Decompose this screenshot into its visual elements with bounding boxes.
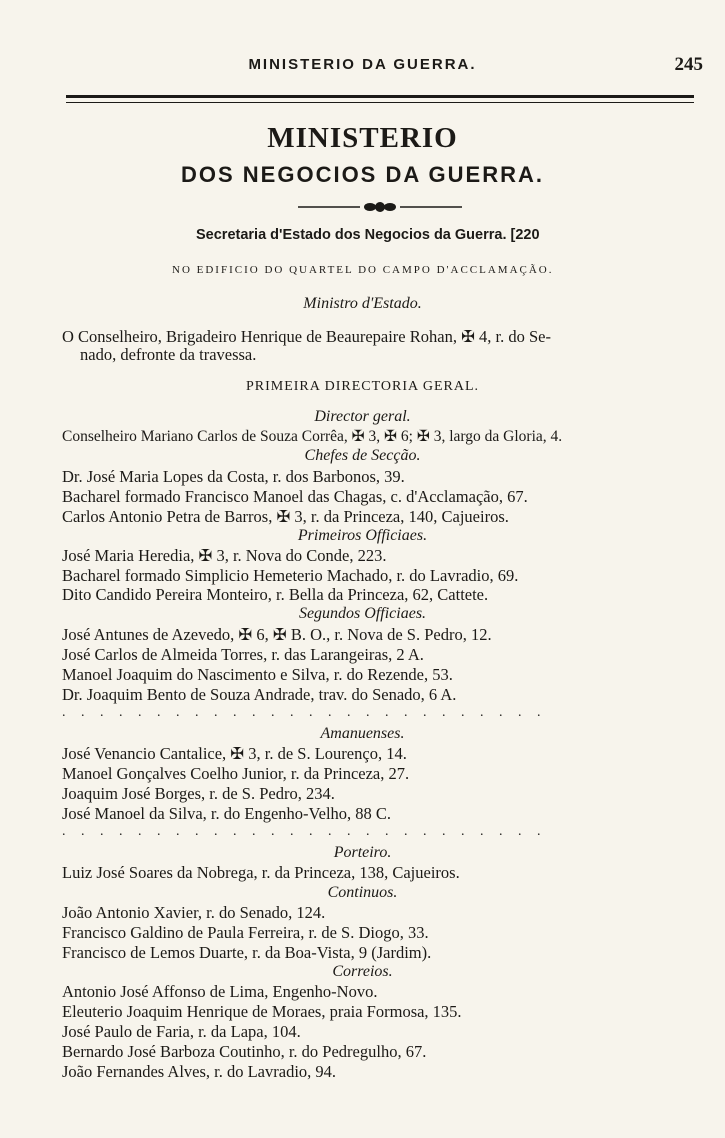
directoria-heading: PRIMEIRA DIRECTORIA GERAL. — [245, 379, 480, 394]
correios-line-1: Antonio José Affonso de Lima, Engenho-Novo. — [62, 982, 378, 1001]
location-line: NO EDIFICIO DO QUARTEL DO CAMPO D'ACCLAMAÇÃO. — [172, 264, 554, 276]
correios-line-3: José Paulo de Faria, r. da Lapa, 104. — [62, 1022, 301, 1041]
chefes-line-3: Carlos Antonio Petra de Barros, ✠ 3, r. da Princeza, 140, Cajueiros. — [62, 507, 509, 526]
correios-line-5: João Fernandes Alves, r. do Lavradio, 94. — [62, 1062, 337, 1081]
dot-leader-1: . . . . . . . . . . . . . . . . . . . . . . . . . . — [62, 705, 547, 720]
continuos-line-1: João Antonio Xavier, r. do Senado, 124. — [62, 903, 326, 922]
segundos-line-3: Manoel Joaquim do Nascimento e Silva, r. do Rezende, 53. — [62, 665, 453, 684]
section-subtitle: DOS NEGOCIOS DA GUERRA. — [181, 162, 544, 187]
chefes-line-2: Bacharel formado Francisco Manoel das Chagas, c. d'Acclamação, 67. — [62, 487, 528, 506]
amanuenses-line-2: Manoel Gonçalves Coelho Junior, r. da Princeza, 27. — [62, 764, 410, 783]
amanuenses-line-4: José Manoel da Silva, r. do Engenho-Velho, 88 C. — [62, 804, 392, 823]
ministro-line-1: O Conselheiro, Brigadeiro Henrique de Beaurepaire Rohan, ✠ 4, r. do Se- — [62, 327, 551, 346]
continuos-line-2: Francisco Galdino de Paula Ferreira, r. de S. Diogo, 33. — [62, 923, 429, 942]
director-line: Conselheiro Mariano Carlos de Souza Corrêa, ✠ 3, ✠ 6; ✠ 3, largo da Gloria, 4. — [62, 428, 563, 445]
amanuenses-line-3: Joaquim José Borges, r. de S. Pedro, 234. — [62, 784, 335, 803]
correios-heading: Correios. — [332, 963, 393, 980]
secretaria-heading: Secretaria d'Estado dos Negocios da Guerra. [220 — [196, 227, 540, 243]
segundos-line-4: Dr. Joaquim Bento de Souza Andrade, trav. do Senado, 6 A. — [62, 685, 457, 704]
chefes-heading: Chefes de Secção. — [304, 447, 421, 464]
porteiro-heading: Porteiro. — [333, 844, 392, 861]
running-head-title: MINISTERIO DA GUERRA. — [248, 56, 477, 73]
primeiros-heading: Primeiros Officiaes. — [297, 527, 428, 544]
director-heading: Director geral. — [314, 408, 411, 425]
dot-leader-2: . . . . . . . . . . . . . . . . . . . . . . . . . . — [62, 824, 547, 839]
continuos-heading: Continuos. — [327, 884, 398, 901]
header-rule — [66, 95, 694, 103]
ministro-line-2: nado, defronte da travessa. — [80, 345, 257, 364]
ministro-heading: Ministro d'Estado. — [303, 295, 422, 312]
segundos-line-2: José Carlos de Almeida Torres, r. das Larangeiras, 2 A. — [62, 645, 424, 664]
running-head — [0, 56, 725, 80]
amanuenses-line-1: José Venancio Cantalice, ✠ 3, r. de S. Lourenço, 14. — [62, 744, 407, 763]
page-number: 245 — [674, 54, 703, 75]
section-title: MINISTERIO — [267, 122, 458, 154]
correios-line-2: Eleuterio Joaquim Henrique de Moraes, praia Formosa, 135. — [62, 1002, 462, 1021]
porteiro-line-1: Luiz José Soares da Nobrega, r. da Princeza, 138, Cajueiros. — [62, 863, 460, 882]
ornament-divider-icon — [298, 200, 462, 214]
segundos-heading: Segundos Officiaes. — [298, 605, 427, 622]
continuos-line-3: Francisco de Lemos Duarte, r. da Boa-Vista, 9 (Jardim). — [62, 943, 432, 962]
chefes-line-1: Dr. José Maria Lopes da Costa, r. dos Barbonos, 39. — [62, 467, 405, 486]
primeiros-line-2: Bacharel formado Simplicio Hemeterio Machado, r. do Lavradio, 69. — [62, 566, 519, 585]
correios-line-4: Bernardo José Barboza Coutinho, r. do Pedregulho, 67. — [62, 1042, 427, 1061]
amanuenses-heading: Amanuenses. — [320, 725, 405, 742]
primeiros-line-3: Dito Candido Pereira Monteiro, r. Bella da Princeza, 62, Cattete. — [62, 585, 489, 604]
segundos-line-1: José Antunes de Azevedo, ✠ 6, ✠ B. O., r. Nova de S. Pedro, 12. — [62, 625, 492, 644]
primeiros-line-1: José Maria Heredia, ✠ 3, r. Nova do Conde, 223. — [62, 546, 387, 565]
